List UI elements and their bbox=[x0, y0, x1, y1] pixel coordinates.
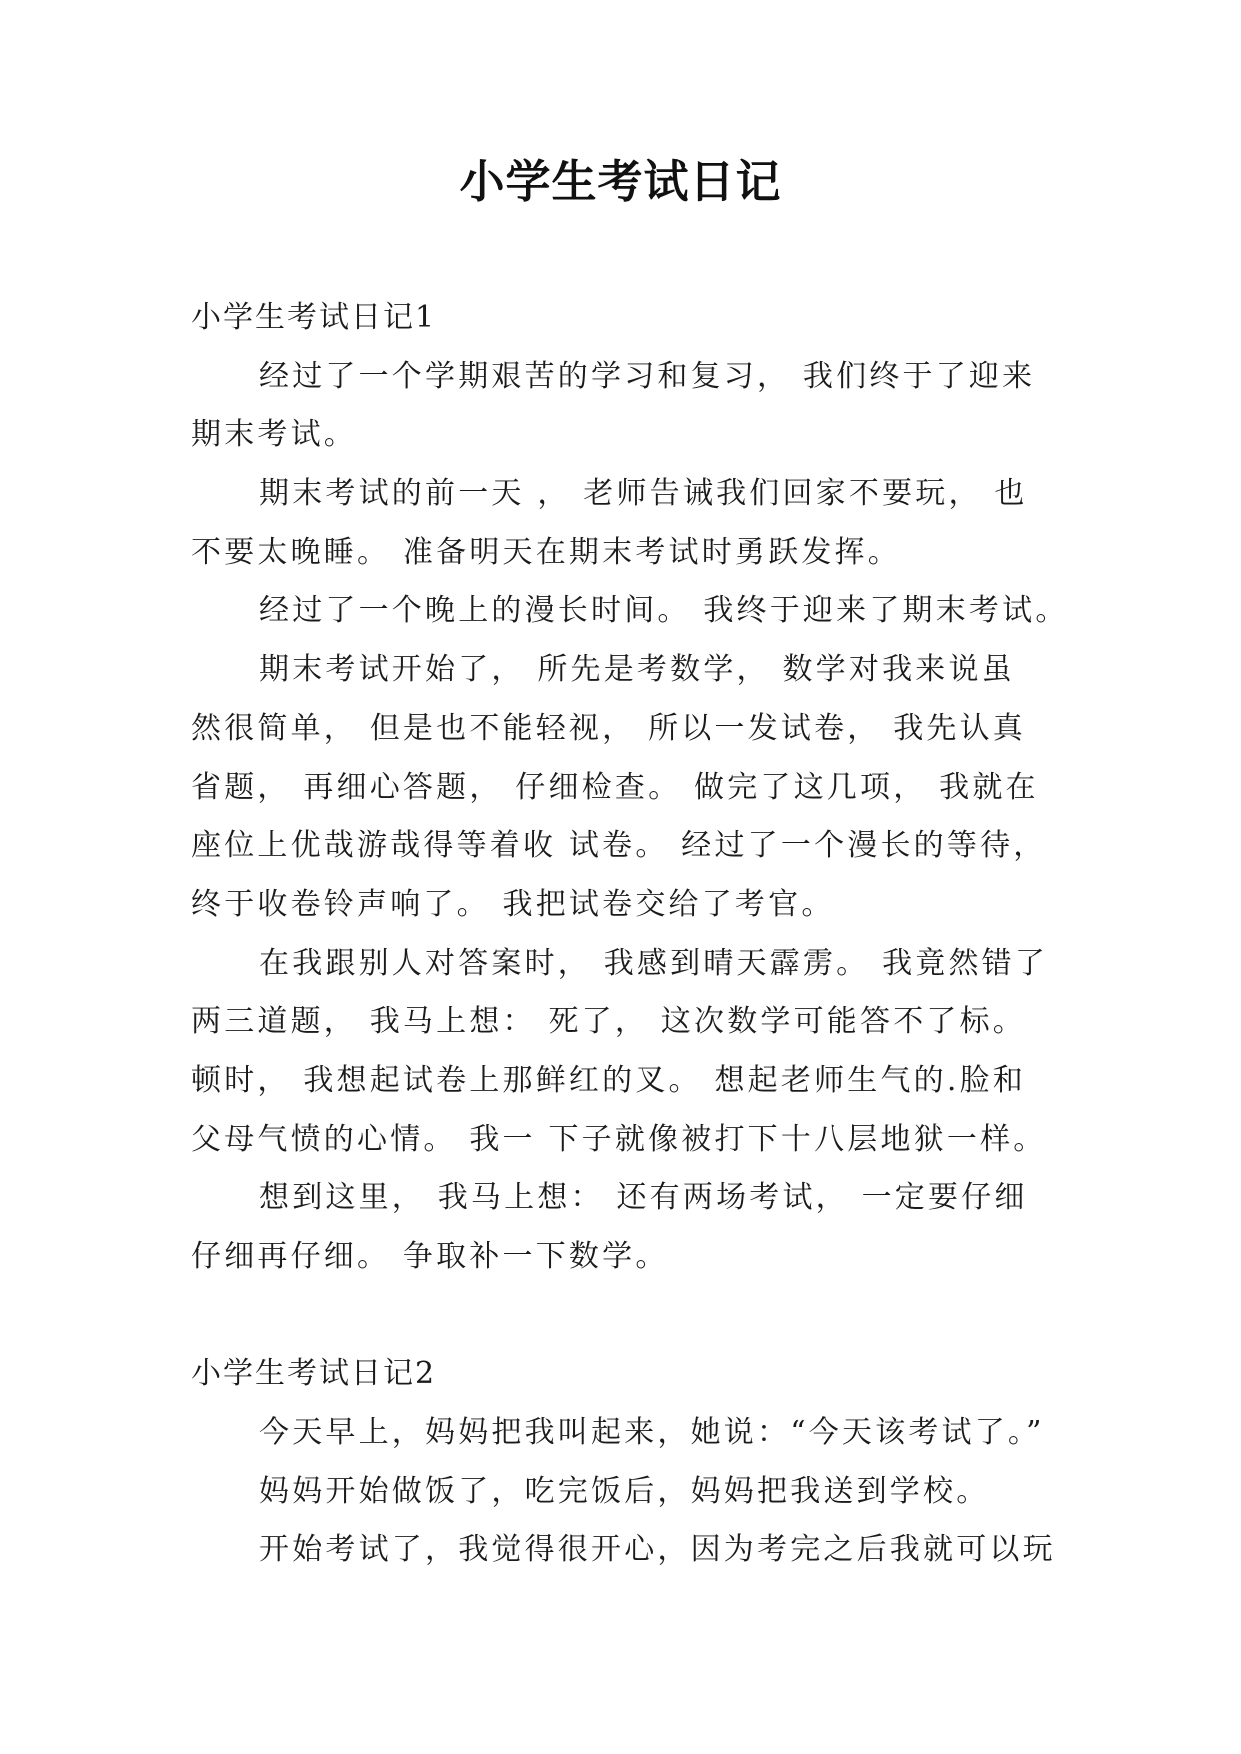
section-heading: 小学生考试日记2 bbox=[191, 1356, 437, 1392]
paragraph-line: 在我跟别人对答案时， 我感到晴天霹雳。 我竟然错了 bbox=[259, 945, 1049, 981]
paragraph-line: 开始考试了，我觉得很开心，因为考完之后我就可以玩 bbox=[259, 1532, 1056, 1568]
paragraph bbox=[191, 1169, 1151, 1286]
section-spacer bbox=[191, 1287, 1151, 1346]
paragraph bbox=[191, 935, 1151, 1170]
paragraph-line: 两三道题， 我马上想： 死了， 这次数学可能答不了标。 bbox=[191, 1004, 1027, 1040]
paragraph bbox=[191, 348, 1151, 465]
paragraph bbox=[191, 1463, 1151, 1522]
paragraph-line: 期末考试开始了， 所先是考数学， 数学对我来说虽 bbox=[259, 652, 1015, 688]
paragraph bbox=[191, 582, 1151, 641]
page-title: 小学生考试日记 bbox=[459, 155, 782, 208]
paragraph-line: 妈妈开始做饭了，吃完饭后，妈妈把我送到学校。 bbox=[259, 1473, 990, 1509]
paragraph-line: 父母气愤的心情。 我一 下子就像被打下十八层地狱一样。 bbox=[191, 1121, 1047, 1157]
paragraph-line: 经过了一个学期艰苦的学习和复习， 我们终于了迎来 bbox=[259, 358, 1036, 394]
paragraph-line: 今天早上，妈妈把我叫起来，她说：“今天该考试了。” bbox=[259, 1415, 1045, 1451]
paragraph-line: 期末考试的前一天 ， 老师告诫我们回家不要玩， 也 bbox=[259, 476, 1028, 512]
paragraph-line: 经过了一个晚上的漫长时间。 我终于迎来了期末考试。 bbox=[259, 593, 1069, 629]
section-heading: 小学生考试日记1 bbox=[191, 300, 437, 335]
paragraph-line: 期末考试。 bbox=[191, 417, 357, 453]
paragraph-line: 不要太晚睡。 准备明天在期末考试时勇跃发挥。 bbox=[191, 534, 901, 570]
paragraph bbox=[191, 1404, 1151, 1463]
document-body bbox=[191, 289, 1151, 1580]
paragraph bbox=[191, 1521, 1151, 1580]
paragraph bbox=[191, 641, 1151, 934]
paragraph-line: 仔细再仔细。 争取补一下数学。 bbox=[191, 1239, 669, 1274]
paragraph-line: 省题， 再细心答题， 仔细检查。 做完了这几项， 我就在 bbox=[191, 769, 1039, 805]
paragraph-line: 座位上优哉游哉得等着收 试卷。 经过了一个漫长的等待， bbox=[191, 828, 1047, 864]
paragraph-line: 然很简单， 但是也不能轻视， 所以一发试卷， 我先认真 bbox=[191, 710, 1027, 746]
paragraph-line: 终于收卷铃声响了。 我把试卷交给了考官。 bbox=[191, 886, 835, 922]
paragraph bbox=[191, 465, 1151, 582]
paragraph-line: 想到这里， 我马上想： 还有两场考试， 一定要仔细 bbox=[259, 1180, 1028, 1216]
paragraph-line: 顿时， 我想起试卷上那鲜红的叉。 想起老师生气的.脸和 bbox=[191, 1062, 1027, 1098]
